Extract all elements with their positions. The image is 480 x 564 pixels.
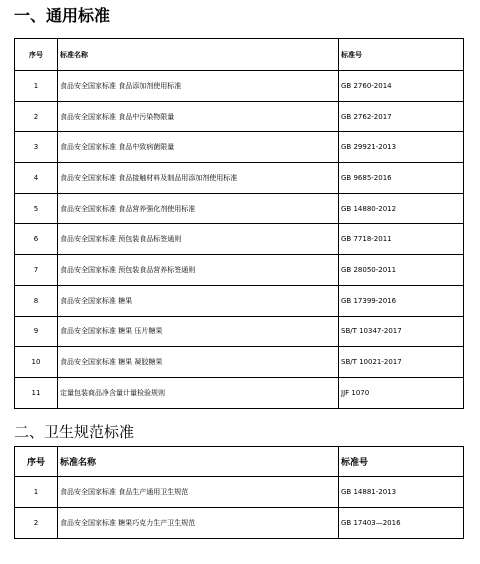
standard-name: 食品安全国家标准 食品中致病菌限量 [58, 132, 339, 163]
row-number: 6 [15, 224, 58, 255]
table-row [15, 101, 464, 132]
table-row [15, 477, 464, 508]
row-number: 10 [15, 347, 58, 378]
table-row [15, 347, 464, 378]
table-row [15, 255, 464, 286]
standard-name: 食品安全国家标准 食品生产通用卫生规范 [58, 477, 339, 508]
row-number: 1 [15, 71, 58, 102]
standard-name: 食品安全国家标准 食品营养强化剂使用标准 [58, 193, 339, 224]
general-standards-table [14, 38, 464, 409]
column-header-name: 标准名称 [58, 39, 339, 71]
column-header-name: 标准名称 [58, 447, 339, 477]
standard-code: JJF 1070 [339, 377, 464, 408]
standard-code: SB/T 10021-2017 [339, 347, 464, 378]
section-2-heading: 二、卫生规范标准 [14, 423, 135, 441]
column-header-no: 序号 [15, 447, 58, 477]
hygiene-standards-table [14, 446, 464, 539]
table-row [15, 377, 464, 408]
table-row [15, 316, 464, 347]
row-number: 9 [15, 316, 58, 347]
row-number: 8 [15, 285, 58, 316]
table-row [15, 508, 464, 539]
row-number: 2 [15, 101, 58, 132]
table-row [15, 163, 464, 194]
column-header-code: 标准号 [339, 39, 464, 71]
row-number: 3 [15, 132, 58, 163]
standard-code: GB 29921-2013 [339, 132, 464, 163]
standard-code: GB 17399-2016 [339, 285, 464, 316]
table-row [15, 285, 464, 316]
standard-name: 食品安全国家标准 糖果 [58, 285, 339, 316]
standard-code: GB 9685-2016 [339, 163, 464, 194]
standard-name: 食品安全国家标准 糖果巧克力生产卫生规范 [58, 508, 339, 539]
standard-name: 食品安全国家标准 食品添加剂使用标准 [58, 71, 339, 102]
table-row [15, 132, 464, 163]
standard-name: 食品安全国家标准 糖果 压片糖果 [58, 316, 339, 347]
row-number: 11 [15, 377, 58, 408]
standard-code: GB 7718-2011 [339, 224, 464, 255]
standard-code: GB 14880-2012 [339, 193, 464, 224]
column-header-code: 标准号 [339, 447, 464, 477]
table-row [15, 224, 464, 255]
row-number: 7 [15, 255, 58, 286]
table-header-row [15, 39, 464, 71]
standard-name: 食品安全国家标准 预包装食品标签通则 [58, 224, 339, 255]
standard-code: SB/T 10347-2017 [339, 316, 464, 347]
standard-code: GB 2760-2014 [339, 71, 464, 102]
section-1-heading: 一、通用标准 [14, 6, 111, 25]
column-header-no: 序号 [15, 39, 58, 71]
standard-name: 食品安全国家标准 预包装食品营养标签通则 [58, 255, 339, 286]
row-number: 5 [15, 193, 58, 224]
row-number: 4 [15, 163, 58, 194]
standard-name: 食品安全国家标准 食品接触材料及制品用添加剂使用标准 [58, 163, 339, 194]
standard-code: GB 17403—2016 [339, 508, 464, 539]
row-number: 2 [15, 508, 58, 539]
table-header-row [15, 447, 464, 477]
table-row [15, 71, 464, 102]
standard-name: 食品安全国家标准 糖果 凝胶糖果 [58, 347, 339, 378]
standard-code: GB 2762-2017 [339, 101, 464, 132]
standard-name: 定量包装商品净含量计量检验规则 [58, 377, 339, 408]
standard-code: GB 14881-2013 [339, 477, 464, 508]
standard-code: GB 28050-2011 [339, 255, 464, 286]
row-number: 1 [15, 477, 58, 508]
standard-name: 食品安全国家标准 食品中污染物限量 [58, 101, 339, 132]
table-row [15, 193, 464, 224]
